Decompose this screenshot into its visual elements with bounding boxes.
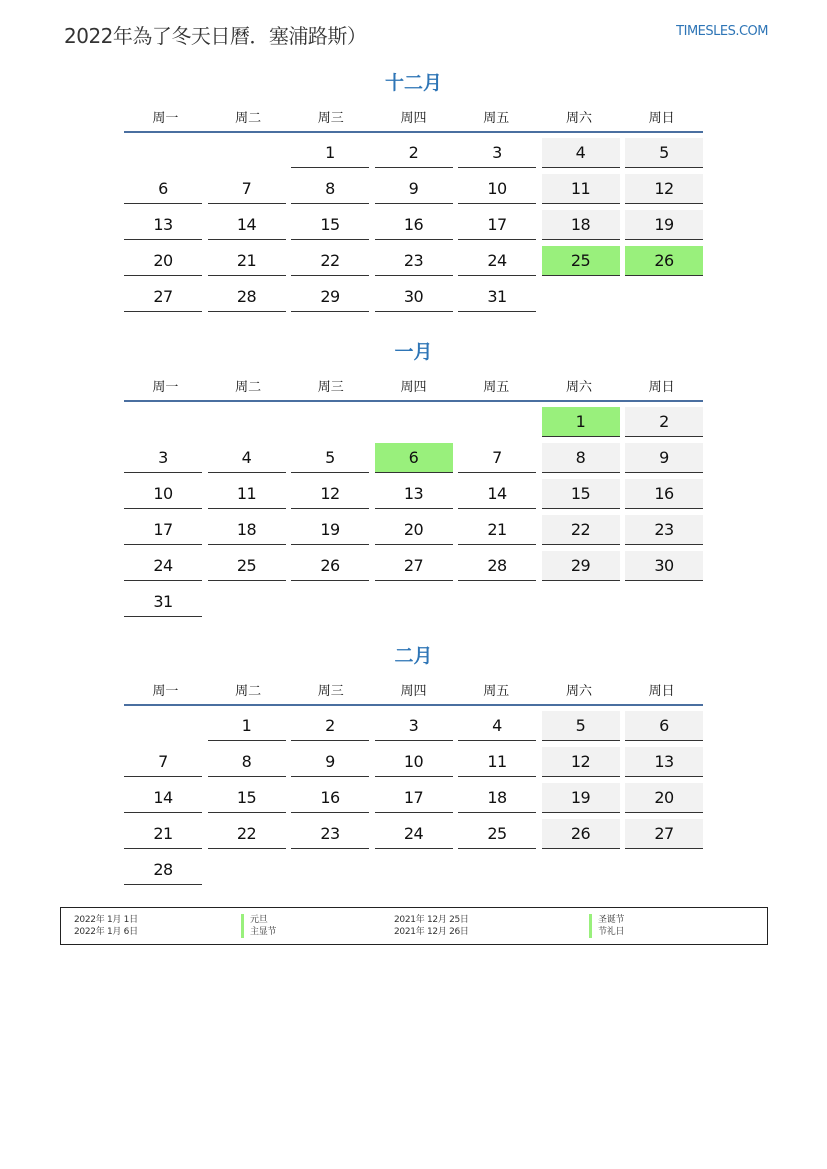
day-cell: 29	[291, 282, 369, 312]
legend-names-left	[241, 914, 276, 938]
day-cell: 20	[375, 515, 453, 545]
day-cell: 22	[542, 515, 620, 545]
day-cell: 6	[625, 711, 703, 741]
day-cell: 8	[208, 747, 286, 777]
day-cell: 10	[458, 174, 536, 204]
day-cell: 31	[458, 282, 536, 312]
day-cell: 20	[625, 783, 703, 813]
weekday-header	[124, 680, 703, 706]
day-cell: 25	[542, 246, 620, 276]
day-cell: 4	[458, 711, 536, 741]
day-cell: 9	[375, 174, 453, 204]
day-cell: 6	[124, 174, 202, 204]
empty-day-cell	[625, 282, 703, 312]
weekday-label: 周五	[483, 684, 510, 699]
weekday-label: 周二	[235, 380, 262, 395]
day-cell: 2	[375, 138, 453, 168]
month-december	[124, 70, 703, 312]
weekday-label: 周一	[152, 684, 179, 699]
day-cell: 9	[291, 747, 369, 777]
day-cell: 16	[625, 479, 703, 509]
legend-date: 2022年 1月 1日	[74, 915, 138, 925]
day-cell: 5	[291, 443, 369, 473]
day-cell: 24	[375, 819, 453, 849]
legend-date: 2022年 1月 6日	[74, 927, 138, 937]
weekday-label: 周六	[565, 684, 592, 699]
legend-holiday-name: 圣诞节	[589, 914, 624, 926]
weekday-header	[124, 376, 703, 402]
day-cell: 18	[208, 515, 286, 545]
day-cell: 21	[124, 819, 202, 849]
legend-holiday-name: 节礼日	[589, 926, 624, 938]
weekday-label: 周日	[648, 684, 675, 699]
day-cell: 28	[124, 855, 202, 885]
weekday-label: 周四	[400, 380, 427, 395]
month-title: 一月	[394, 341, 433, 363]
day-grid	[124, 407, 703, 617]
day-cell: 23	[625, 515, 703, 545]
day-cell: 13	[124, 210, 202, 240]
month-january	[124, 339, 703, 617]
day-cell: 23	[375, 246, 453, 276]
legend-holiday-name: 元旦	[241, 914, 276, 926]
weekday-label: 周四	[400, 684, 427, 699]
day-cell: 14	[208, 210, 286, 240]
month-title: 十二月	[384, 72, 442, 94]
day-cell: 11	[458, 747, 536, 777]
day-cell: 27	[124, 282, 202, 312]
empty-day-cell	[625, 855, 703, 885]
day-grid	[124, 711, 703, 885]
day-cell: 28	[208, 282, 286, 312]
weekday-header	[124, 107, 703, 133]
day-cell: 15	[542, 479, 620, 509]
day-cell: 31	[124, 587, 202, 617]
holiday-legend	[60, 907, 768, 945]
weekday-label: 周四	[400, 111, 427, 126]
day-cell: 14	[458, 479, 536, 509]
day-cell: 17	[124, 515, 202, 545]
empty-day-cell	[375, 407, 453, 437]
day-cell: 7	[458, 443, 536, 473]
day-cell: 18	[542, 210, 620, 240]
day-cell: 17	[458, 210, 536, 240]
day-cell: 5	[625, 138, 703, 168]
empty-day-cell	[208, 855, 286, 885]
day-cell: 8	[542, 443, 620, 473]
day-cell: 16	[291, 783, 369, 813]
day-cell: 1	[542, 407, 620, 437]
day-cell: 8	[291, 174, 369, 204]
day-cell: 26	[625, 246, 703, 276]
day-cell: 4	[542, 138, 620, 168]
day-cell: 29	[542, 551, 620, 581]
empty-day-cell	[542, 587, 620, 617]
day-cell: 23	[291, 819, 369, 849]
empty-day-cell	[208, 587, 286, 617]
day-cell: 11	[208, 479, 286, 509]
empty-day-cell	[458, 587, 536, 617]
empty-day-cell	[542, 282, 620, 312]
day-cell: 4	[208, 443, 286, 473]
empty-day-cell	[375, 855, 453, 885]
day-cell: 24	[124, 551, 202, 581]
day-cell: 21	[458, 515, 536, 545]
empty-day-cell	[458, 407, 536, 437]
weekday-label: 周二	[235, 111, 262, 126]
legend-date: 2021年 12月 26日	[394, 927, 469, 937]
day-cell: 30	[375, 282, 453, 312]
weekday-label: 周一	[152, 111, 179, 126]
empty-day-cell	[208, 407, 286, 437]
weekday-label: 周三	[317, 684, 344, 699]
day-cell: 24	[458, 246, 536, 276]
day-cell: 2	[625, 407, 703, 437]
legend-names-right	[589, 914, 624, 938]
day-cell: 1	[208, 711, 286, 741]
weekday-label: 周五	[483, 111, 510, 126]
legend-date: 2021年 12月 25日	[394, 915, 469, 925]
day-cell: 19	[625, 210, 703, 240]
weekday-label: 周日	[648, 380, 675, 395]
site-link[interactable]: TIMESLES.COM	[676, 24, 768, 39]
day-cell: 15	[291, 210, 369, 240]
empty-day-cell	[458, 855, 536, 885]
day-cell: 22	[208, 819, 286, 849]
empty-day-cell	[291, 407, 369, 437]
weekday-label: 周六	[565, 111, 592, 126]
day-cell: 27	[375, 551, 453, 581]
day-cell: 1	[291, 138, 369, 168]
day-cell: 7	[208, 174, 286, 204]
day-cell: 3	[124, 443, 202, 473]
day-cell: 25	[458, 819, 536, 849]
day-cell: 18	[458, 783, 536, 813]
weekday-label: 周五	[483, 380, 510, 395]
day-cell: 27	[625, 819, 703, 849]
day-cell: 26	[542, 819, 620, 849]
weekday-label: 周三	[317, 380, 344, 395]
empty-day-cell	[124, 711, 202, 741]
day-cell: 12	[625, 174, 703, 204]
legend-dates-right	[394, 914, 469, 938]
day-cell: 28	[458, 551, 536, 581]
day-cell: 13	[375, 479, 453, 509]
day-cell: 5	[542, 711, 620, 741]
day-cell: 13	[625, 747, 703, 777]
day-cell: 21	[208, 246, 286, 276]
day-cell: 12	[291, 479, 369, 509]
day-cell: 3	[375, 711, 453, 741]
day-cell: 3	[458, 138, 536, 168]
day-cell: 19	[291, 515, 369, 545]
day-cell: 12	[542, 747, 620, 777]
legend-dates-left	[74, 914, 138, 938]
day-cell: 2	[291, 711, 369, 741]
empty-day-cell	[291, 587, 369, 617]
day-cell: 15	[208, 783, 286, 813]
empty-day-cell	[291, 855, 369, 885]
page-title: 2022年為了冬天日曆．塞浦路斯）	[64, 24, 367, 48]
day-cell: 25	[208, 551, 286, 581]
day-cell: 16	[375, 210, 453, 240]
day-cell: 22	[291, 246, 369, 276]
day-cell: 26	[291, 551, 369, 581]
weekday-label: 周一	[152, 380, 179, 395]
day-cell: 7	[124, 747, 202, 777]
day-cell: 10	[375, 747, 453, 777]
legend-holiday-name: 主显节	[241, 926, 276, 938]
empty-day-cell	[625, 587, 703, 617]
empty-day-cell	[124, 407, 202, 437]
month-title: 二月	[394, 645, 433, 667]
weekday-label: 周六	[565, 380, 592, 395]
day-cell: 17	[375, 783, 453, 813]
day-cell: 9	[625, 443, 703, 473]
day-cell: 11	[542, 174, 620, 204]
empty-day-cell	[208, 138, 286, 168]
weekday-label: 周三	[317, 111, 344, 126]
day-cell: 10	[124, 479, 202, 509]
empty-day-cell	[542, 855, 620, 885]
day-cell: 19	[542, 783, 620, 813]
weekday-label: 周日	[648, 111, 675, 126]
month-february	[124, 643, 703, 885]
day-cell: 6	[375, 443, 453, 473]
day-grid	[124, 138, 703, 312]
weekday-label: 周二	[235, 684, 262, 699]
day-cell: 30	[625, 551, 703, 581]
day-cell: 20	[124, 246, 202, 276]
empty-day-cell	[124, 138, 202, 168]
day-cell: 14	[124, 783, 202, 813]
empty-day-cell	[375, 587, 453, 617]
